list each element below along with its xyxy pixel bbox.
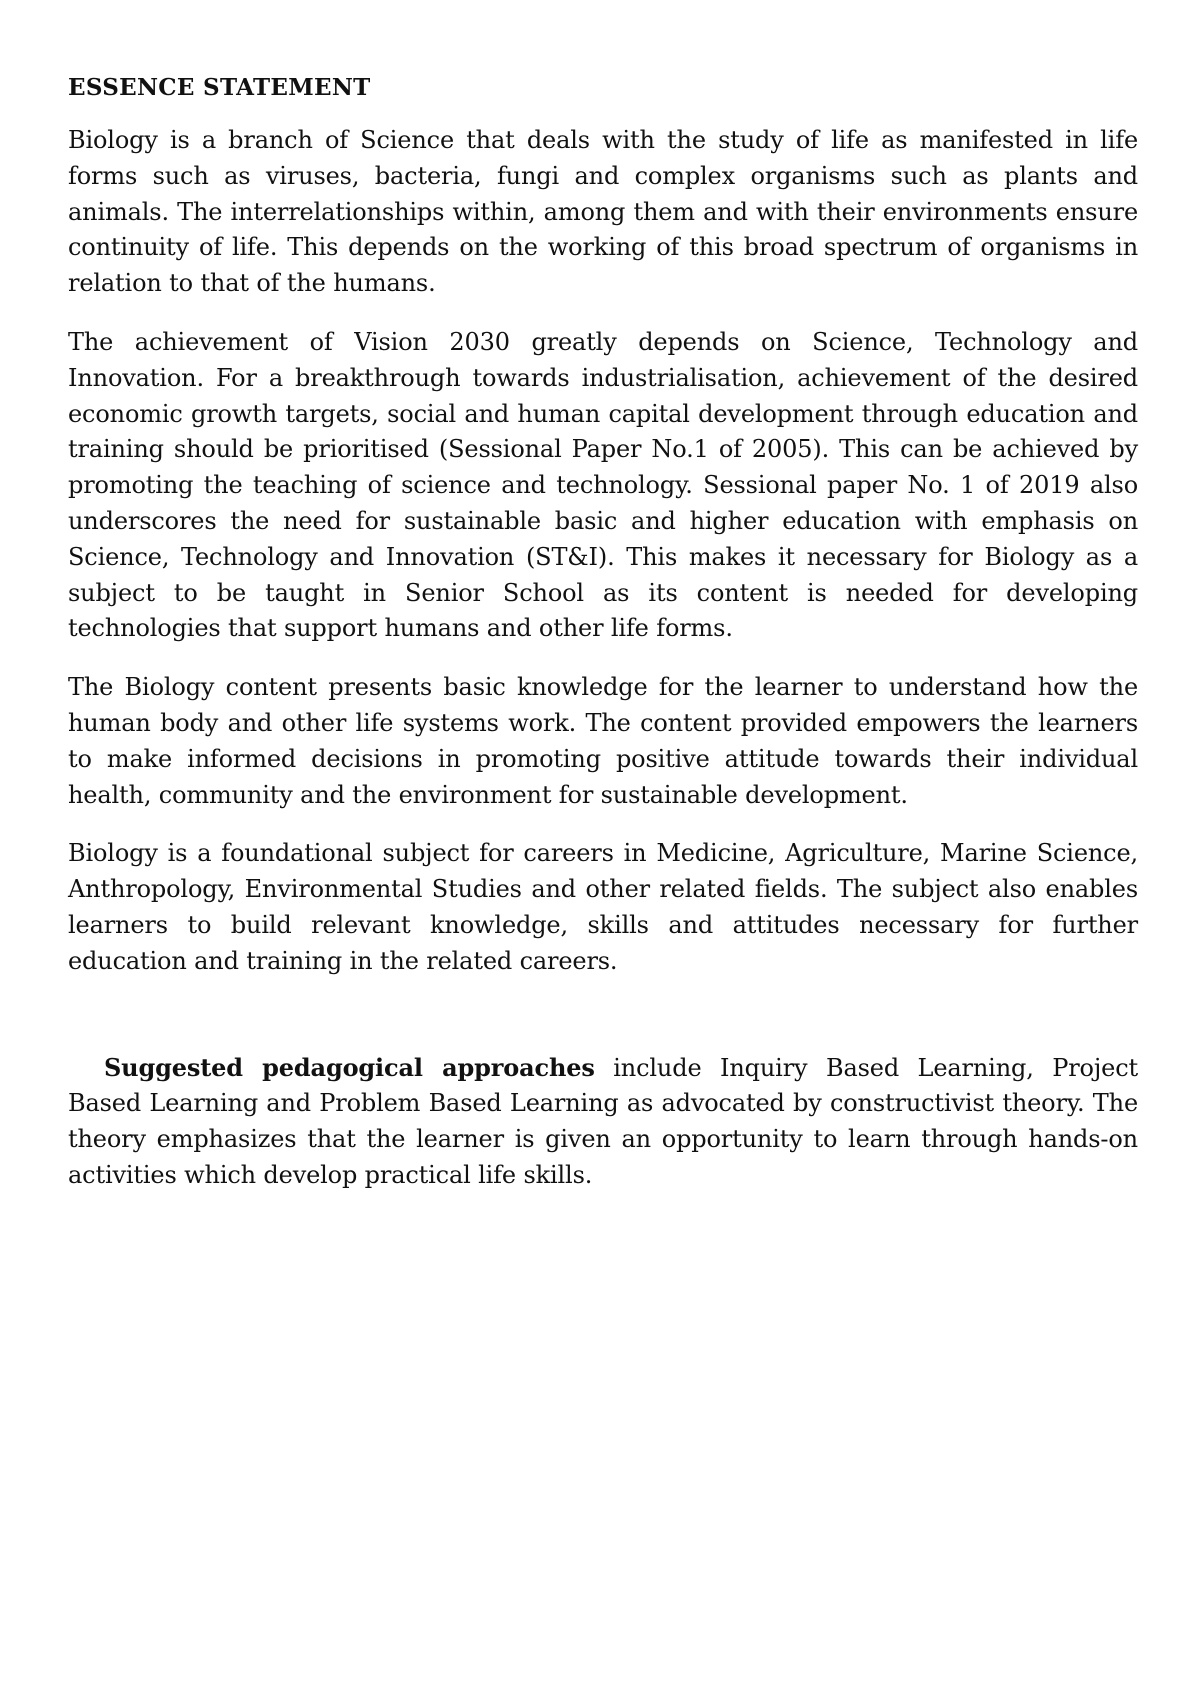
paragraph-biology-definition: Biology is a branch of Science that deals with the study of life as manifested in life forms such as viruses, bacteria, fungi and complex organisms such as plants and animals. The interrelationships within, among them and with their environments ensure continuity of life. This depends on the working of this broad spectrum of organisms in relation to that of the humans.	[68, 126, 1138, 298]
essence-statement-section	[68, 70, 1138, 1217]
paragraph-vision-2030: The achievement of Vision 2030 greatly depends on Science, Technology and Innovation. For a breakthrough towards industrialisation, achievement of the desired economic growth targets, social and human capital development through education and training should be prioritised (Sessional Paper No.1 of 2005). This can be achieved by promoting the teaching of science and technology. Sessional paper No. 1 of 2019 also underscores the need for sustainable basic and higher education with emphasis on Science, Technology and Innovation (ST&I). This makes it necessary for Biology as a subject to be taught in Senior School as its content is needed for developing technologies that support humans and other life forms.	[68, 327, 1138, 643]
pedagogy-text: include Inquiry Based Learning, Project Based Learning and Problem Based Learning as advocated by constructivist theory. The theory emphasizes that the learner is given an opportunity to learn through hands-on activities which develop practical life skills.	[68, 1053, 1138, 1189]
paragraph-careers: Biology is a foundational subject for careers in Medicine, Agriculture, Marine Science, Anthropology, Environmental Studies and other related fields. The subject also enables learners to build relevant knowledge, skills and attitudes necessary for further education and training in the related careers.	[68, 839, 1138, 975]
section-heading: ESSENCE STATEMENT	[68, 74, 371, 101]
paragraph-pedagogical-approaches	[68, 1050, 1138, 1194]
pedagogy-lead: Suggested pedagogical approaches	[104, 1052, 595, 1082]
paragraph-biology-content: The Biology content presents basic knowledge for the learner to understand how the human body and other life systems work. The content provided empowers the learners to make informed decisions in promoting positive attitude towards their individual health, community and the environment for sustainable development.	[68, 673, 1138, 809]
